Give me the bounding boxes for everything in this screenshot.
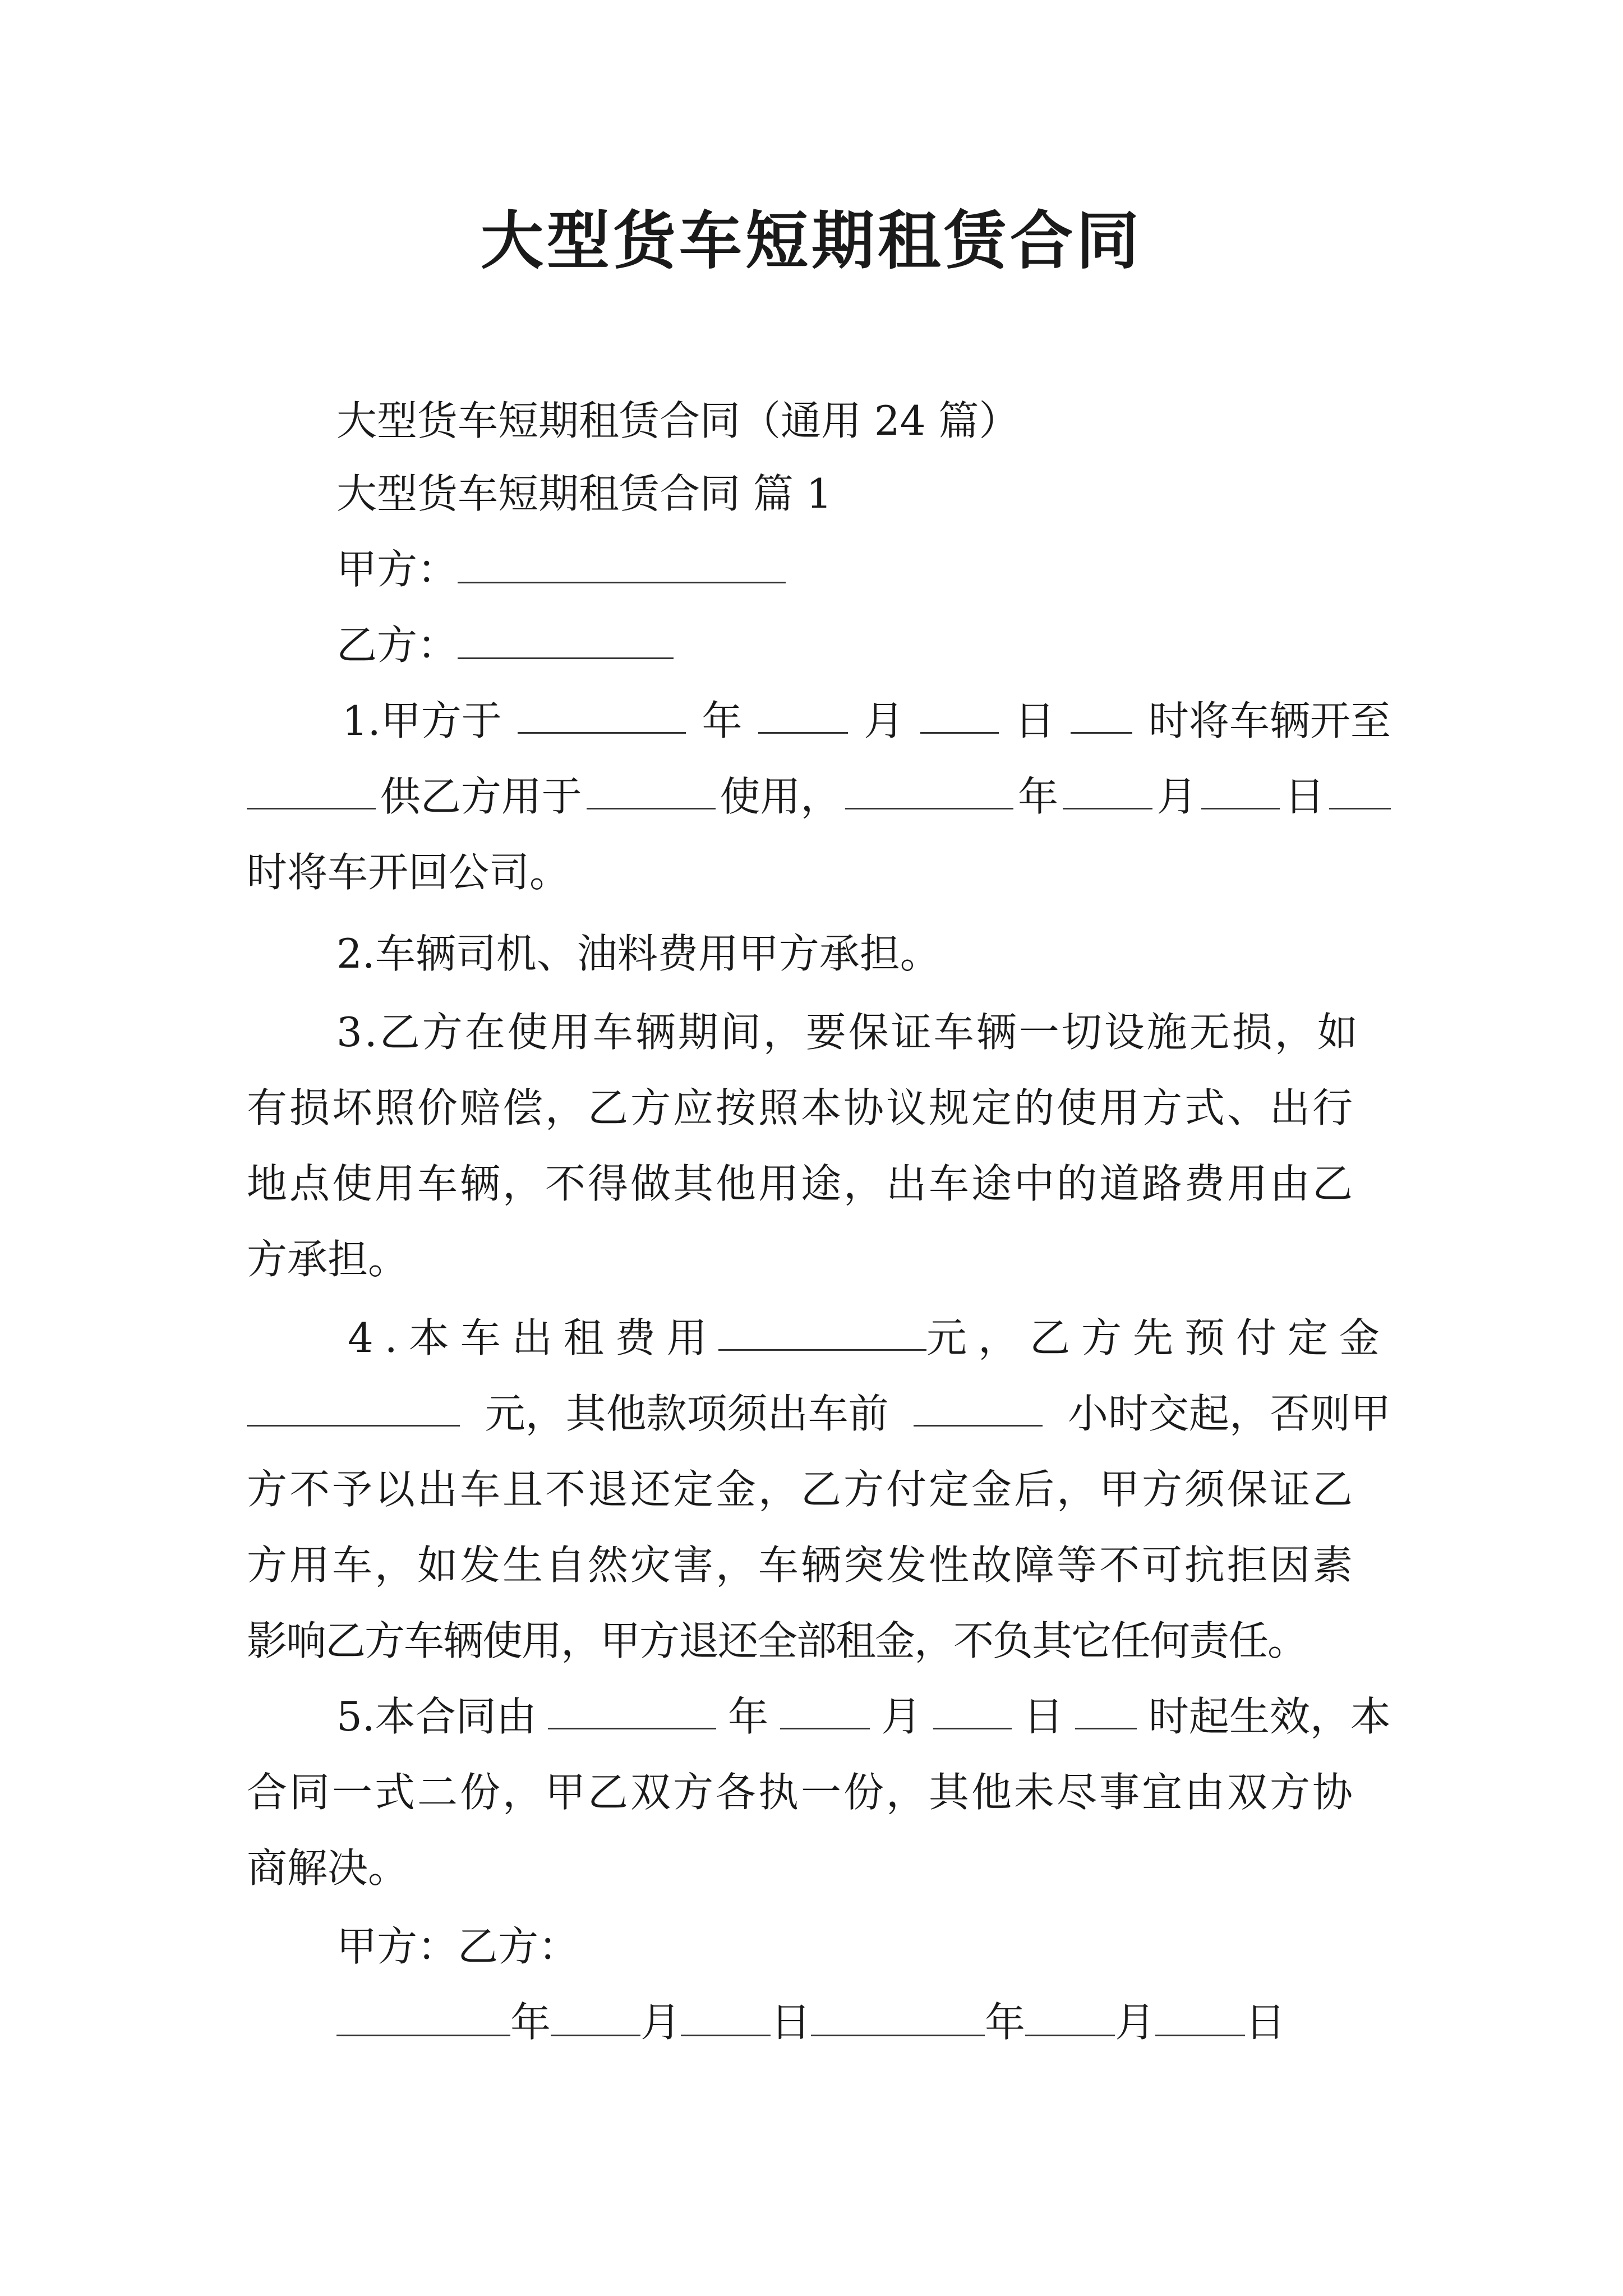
clause-3-line-4: 方承担。 [247, 1236, 409, 1283]
clause-1-text: 月 [864, 697, 905, 744]
blank [914, 1386, 1043, 1427]
blank [587, 769, 716, 809]
clause-4-line-1 [348, 1310, 1391, 1366]
clause-1-text: 供乙方用于 [380, 773, 582, 820]
clause-3-line-2: 有损坏照价赔偿，乙方应按照本协议规定的使用方式、出行 [247, 1084, 1355, 1131]
clause-4-line-4: 方用车，如发生自然灾害，车辆突发性故障等不可抗拒因素 [247, 1542, 1355, 1589]
party-b-label: 乙方： [336, 622, 458, 669]
clause-1-text: 年 [1017, 773, 1058, 820]
date-text: 日 [771, 1999, 811, 2046]
date-text: 年 [985, 1999, 1026, 2046]
clause-4-line-2 [247, 1386, 1391, 1442]
clause-1-text: 使用， [720, 773, 841, 820]
blank [1201, 769, 1280, 809]
blank [548, 1688, 716, 1729]
signature-labels: 甲方：乙方： [336, 1923, 579, 1970]
clause-1-line-3: 时将车开回公司。 [247, 849, 570, 896]
clause-1-line-1 [342, 693, 1391, 749]
clause-4-line-3: 方不予以出车且不退还定金，乙方付定金后，甲方须保证乙 [247, 1466, 1355, 1513]
blank [518, 693, 686, 734]
blank [920, 693, 999, 734]
blank [1155, 1995, 1245, 2036]
clause-4-text: 4.本车出租费用 [348, 1314, 718, 1361]
clause-5-text: 年 [727, 1693, 768, 1740]
blank [1063, 769, 1152, 809]
clause-2: 2.车辆司机、油料费用甲方承担。 [336, 930, 940, 977]
clause-1-text: 时将车辆开至 [1148, 697, 1391, 744]
clause-5-text: 时起生效，本 [1148, 1693, 1391, 1740]
clause-3-line-1: 3.乙方在使用车辆期间，要保证车辆一切设施无损，如 [336, 1009, 1360, 1056]
blank [336, 1995, 510, 2036]
clause-4-text: 元，乙方先预付定金 [926, 1314, 1391, 1361]
blank [845, 769, 1013, 809]
blank [247, 1386, 460, 1427]
blank [718, 1310, 926, 1351]
blank [1071, 693, 1132, 734]
party-b-blank [458, 618, 674, 659]
clause-5-line-2: 合同一式二份，甲乙双方各执一份，其他未尽事宜由双方协 [247, 1769, 1355, 1816]
document-subtitle: 大型货车短期租赁合同（通用 24 篇） [336, 397, 1020, 444]
clause-5-text: 5.本合同由 [336, 1693, 537, 1740]
clause-5-text: 月 [881, 1693, 922, 1740]
party-a-line [336, 541, 786, 597]
date-text: 月 [640, 1999, 681, 2046]
clause-1-text: 日 [1015, 697, 1055, 744]
clause-5-line-1 [336, 1688, 1391, 1745]
blank [758, 693, 848, 734]
blank [1025, 1995, 1115, 2036]
clause-5-text: 日 [1023, 1693, 1064, 1740]
blank [681, 1995, 771, 2036]
clause-4-line-5: 影响乙方车辆使用，甲方退还全部租金，不负其它任何责任。 [247, 1617, 1307, 1664]
clause-1-text: 月 [1156, 773, 1197, 820]
document-title: 大型货车短期租赁合同 [481, 205, 1142, 278]
date-text: 年 [510, 1999, 551, 2046]
clause-5-line-3: 商解决。 [247, 1844, 409, 1892]
clause-1-line-2 [247, 769, 1391, 825]
party-a-label: 甲方： [336, 546, 458, 593]
blank [780, 1688, 870, 1729]
signature-dates [336, 1994, 1285, 2050]
section-heading: 大型货车短期租赁合同 篇 1 [336, 470, 832, 517]
clause-1-text: 日 [1284, 773, 1325, 820]
party-a-blank [458, 542, 786, 583]
blank [1075, 1688, 1137, 1729]
blank [933, 1688, 1012, 1729]
clause-3-line-3: 地点使用车辆，不得做其他用途，出车途中的道路费用由乙 [247, 1160, 1355, 1207]
clause-4-text: 元，其他款项须出车前 [485, 1390, 889, 1437]
blank [811, 1995, 985, 2036]
blank [1329, 769, 1391, 809]
clause-4-text: 小时交起，否则甲 [1067, 1390, 1391, 1437]
party-b-line [336, 617, 674, 673]
date-text: 月 [1115, 1999, 1156, 2046]
blank [551, 1995, 640, 2036]
date-text: 日 [1245, 1999, 1286, 2046]
clause-1-text: 年 [702, 697, 743, 744]
blank [247, 769, 376, 809]
clause-1-text: 1.甲方于 [342, 697, 502, 744]
